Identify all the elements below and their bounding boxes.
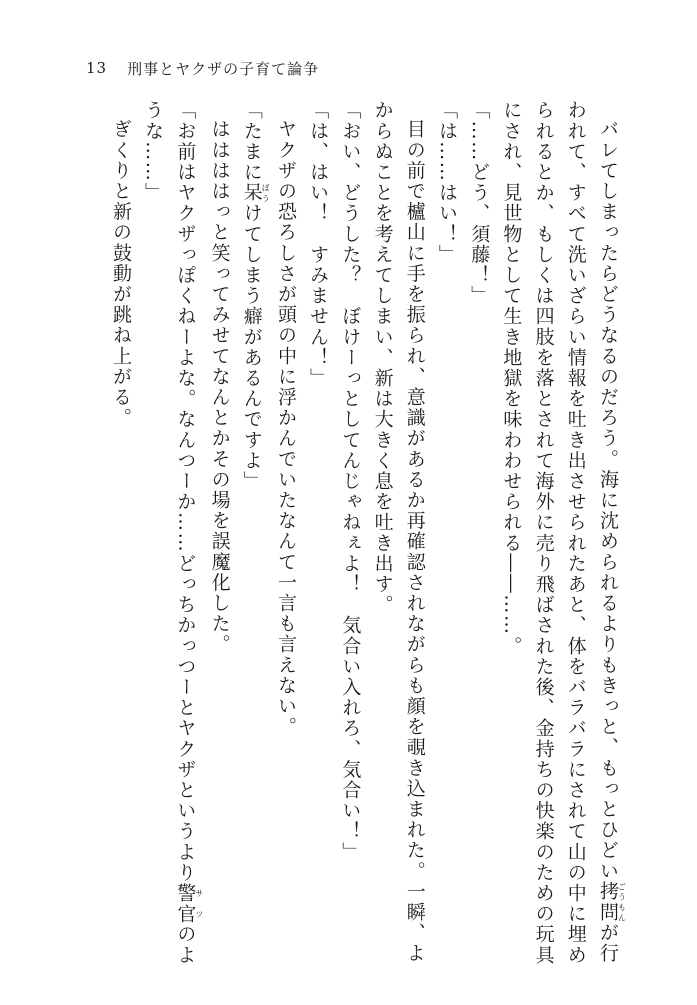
text-run: 「たまに bbox=[240, 100, 263, 183]
vertical-body-text bbox=[66, 100, 626, 980]
ruby-reading: サツ bbox=[194, 882, 204, 925]
text-run: ぎくりと新の鼓動が跳ね上がる。 bbox=[109, 119, 132, 428]
running-title: 刑事とヤクザの子育て論争 bbox=[127, 59, 320, 78]
text-run: 「おい、どうした？ ぼけーっとしてんじゃねぇよ！ 気合い入れろ、気合い！」 bbox=[339, 100, 362, 863]
ruby-base: 警官 bbox=[174, 882, 197, 925]
narration-paragraph bbox=[270, 100, 302, 980]
text-run: 「は、はい！ すみません！」 bbox=[307, 100, 330, 389]
text-run: 目の前で櫨山に手を振られ、意識があるか再確認されながらも顔を覗き込まれた。一瞬、よからぬことを考えてしまい、新は大きく息を吐き出す。 bbox=[371, 100, 426, 964]
text-run: ははははっと笑ってみせてなんとかその場を誤魔化した。 bbox=[208, 119, 231, 655]
ruby-reading: ごうもん bbox=[617, 881, 626, 923]
narration-paragraph bbox=[495, 100, 626, 980]
ruby-annotated-word bbox=[240, 182, 271, 204]
text-run: バレてしまったらどうなるのだろう。海に沈められるよりもきっと、もっとひどい bbox=[597, 119, 619, 882]
text-run: 「は……はい！」 bbox=[435, 100, 458, 265]
ruby-annotated-word bbox=[597, 881, 626, 923]
text-run: けてしまう癖があるんですよ」 bbox=[240, 203, 263, 492]
ruby-annotated-word bbox=[174, 882, 204, 925]
page-header bbox=[86, 54, 319, 82]
text-run: 「……どう、須藤！」 bbox=[468, 100, 491, 306]
dialogue-line bbox=[137, 100, 203, 980]
text-run: 「お前はヤクザっぽくねーよな。なんつーか……どっちかっつーとヤクザというより bbox=[174, 100, 197, 883]
dialogue-line bbox=[431, 100, 463, 980]
ruby-base: 拷問 bbox=[597, 881, 619, 923]
text-run: のような……」 bbox=[142, 100, 197, 966]
narration-paragraph bbox=[366, 100, 430, 980]
dialogue-line bbox=[463, 100, 495, 980]
dialogue-line bbox=[302, 100, 334, 980]
text-run: ヤクザの恐ろしさが頭の中に浮かんでいたなんて一言も言えない。 bbox=[274, 119, 297, 737]
text-run: が行われて、すべて洗いざらい情報を吐き出させられたあと、体をバラバラにされて山の中に埋められるとか、もしくは四肢を落とされて海外に売り飛ばされた後、金持ちの快楽のための玩具にされ、見世物として生き地獄を味わわせられる――……。 bbox=[500, 100, 619, 966]
dialogue-line bbox=[334, 100, 366, 980]
narration-paragraph bbox=[105, 100, 137, 980]
dialogue-line bbox=[236, 100, 270, 980]
page-number: 13 bbox=[86, 59, 108, 77]
ruby-base: 呆 bbox=[240, 182, 263, 204]
narration-paragraph bbox=[203, 100, 235, 980]
ruby-reading: ぼう bbox=[261, 182, 271, 203]
